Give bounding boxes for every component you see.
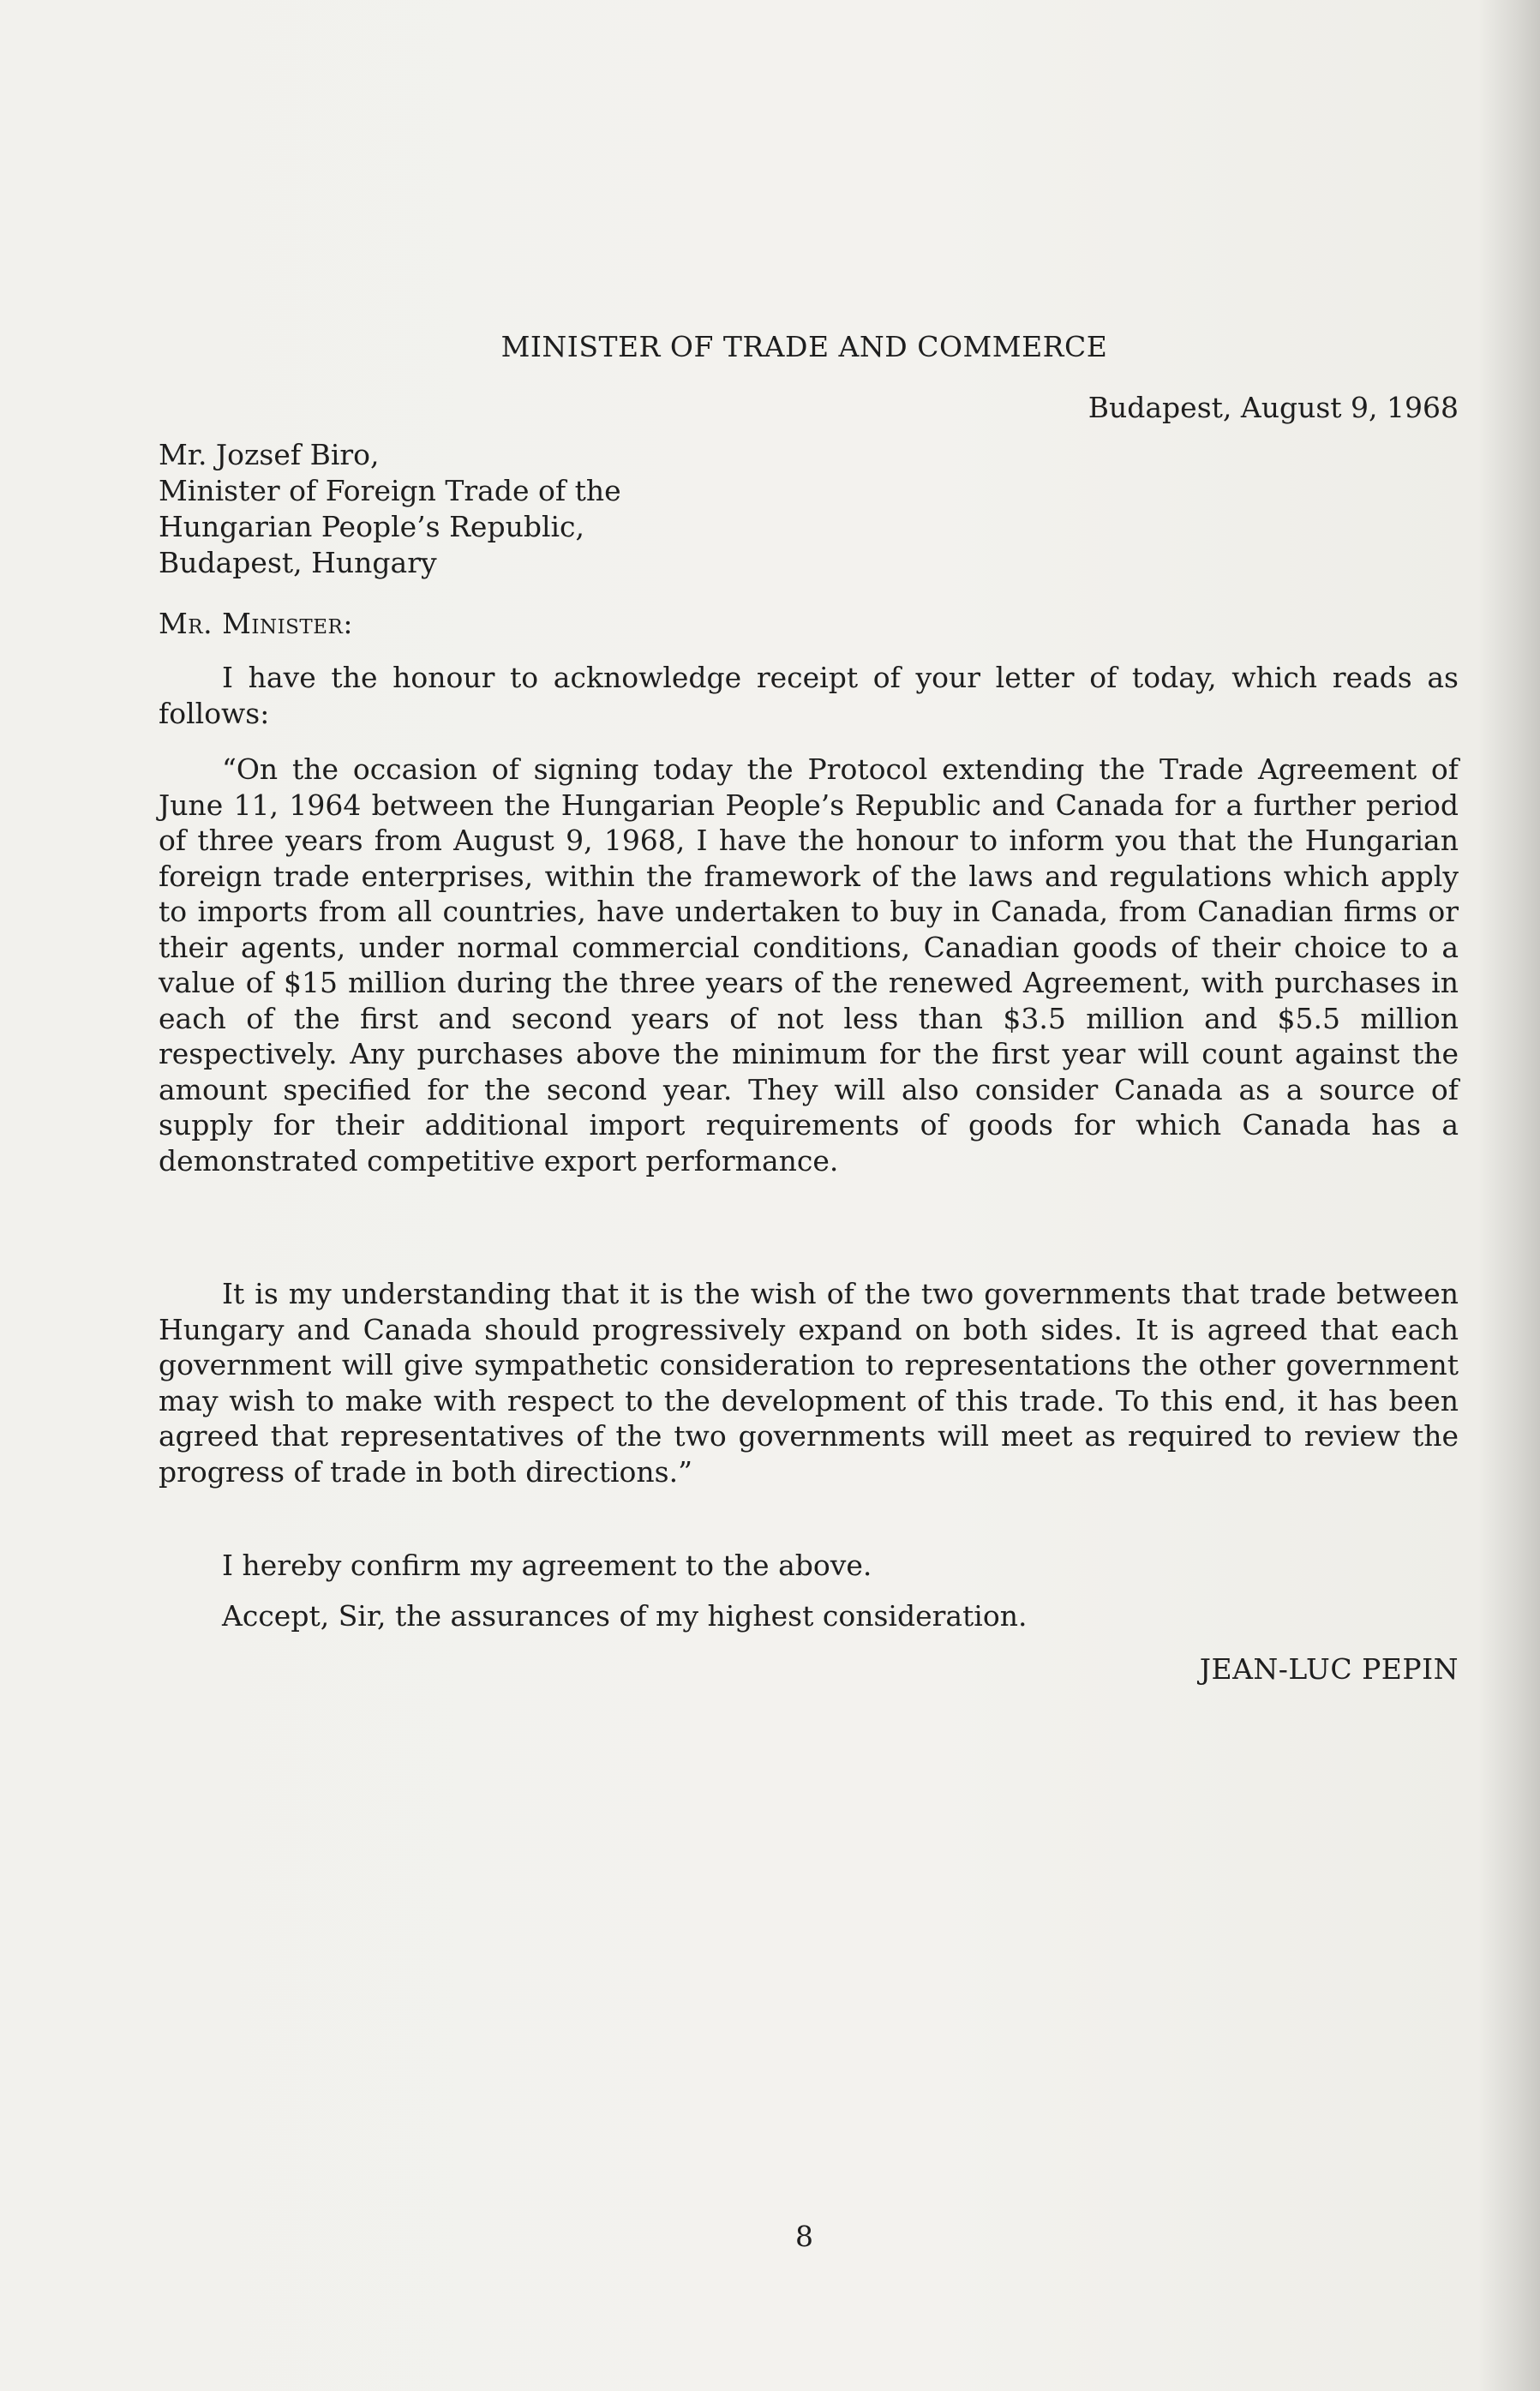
recipient-address (159, 437, 621, 581)
page-number: 8 (795, 2220, 813, 2253)
paragraph-closing: Accept, Sir, the assurances of my highest consideration. (222, 1599, 1028, 1633)
paragraph-acknowledgement: I have the honour to acknowledge receipt of your letter of today, which reads as follows: (159, 661, 1459, 730)
paragraph-confirmation: I hereby confirm my agreement to the above. (222, 1549, 872, 1582)
letter-dateline: Budapest, August 9, 1968 (1088, 391, 1459, 424)
address-line: Hungarian People’s Republic, (159, 510, 585, 543)
letter-heading: MINISTER OF TRADE AND COMMERCE (500, 330, 1108, 363)
address-line: Mr. Jozsef Biro, (159, 438, 380, 471)
paragraph-quoted-letter: “On the occasion of signing today the Protocol extending the Trade Agreement of June 11, 1964 between the Hungarian People’s Republic and Canada for a further period of three years from August 9, 1968, I have the honour to inform you that the Hungarian foreign trade enterprises, within the framework of the laws and regulations which apply to imports from all countries, have undertaken to buy in Canada, from Canadian firms or their agents, under normal commercial conditions, Canadian goods of their choice to a value of $15 million during the three years of the renewed Agreement, with purchases in each of the first and second years of not less than $3.5 million and $5.5 million respectively. Any purchases above the minimum for the first year will count against the amount specified for the second year. They will also consider Canada as a source of supply for their additional import requirements of goods for which Canada has a demonstrated competitive export performance. (159, 752, 1459, 1178)
signature: JEAN-LUC PEPIN (1199, 1652, 1459, 1686)
address-line: Budapest, Hungary (159, 546, 437, 579)
paragraph-understanding: It is my understanding that it is the wish of the two governments that trade between Hungary and Canada should progressively expand on both sides. It is agreed that each government will give sympathetic consideration to representations the other government may wish to make with respect to the development of this trade. To this end, it has been agreed that representatives of the two governments will meet as required to review the progress of trade in both directions.” (159, 1277, 1459, 1489)
salutation: Mr. Minister: (159, 607, 353, 640)
address-line: Minister of Foreign Trade of the (159, 474, 621, 507)
